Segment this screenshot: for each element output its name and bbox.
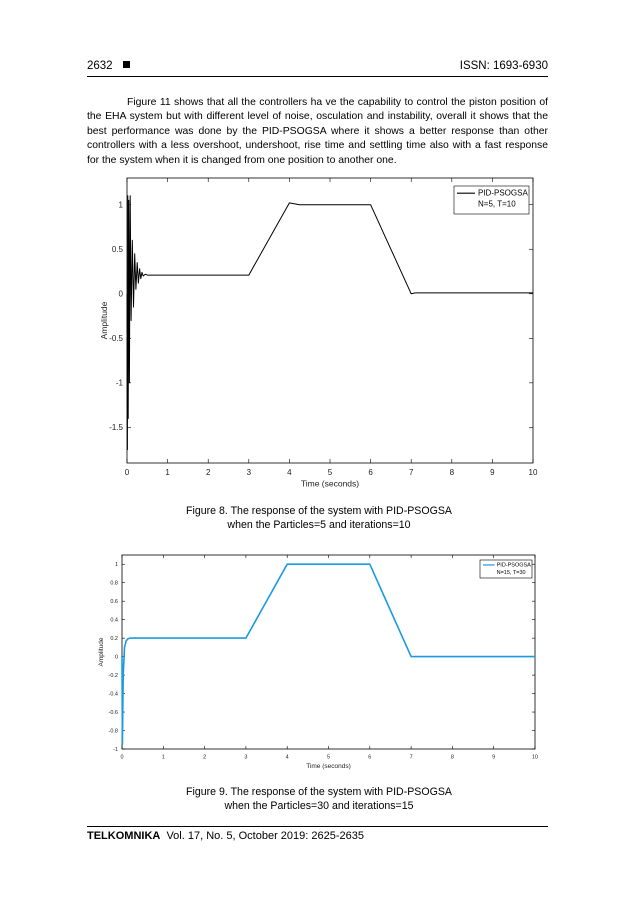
x-tick-label: 0 bbox=[120, 754, 124, 761]
x-tick-label: 3 bbox=[244, 754, 248, 761]
figure-8-caption bbox=[0, 505, 638, 532]
x-tick-label: 0 bbox=[124, 468, 130, 477]
y-tick-label: -0.8 bbox=[108, 728, 118, 735]
x-tick-label: 6 bbox=[368, 468, 373, 477]
x-tick-label: 3 bbox=[246, 468, 252, 477]
figure-8 bbox=[0, 175, 638, 497]
y-tick-label: 0 bbox=[114, 654, 118, 661]
legend-entry: PID-PSOGSA bbox=[478, 188, 528, 198]
header-rule bbox=[87, 76, 548, 77]
plot-frame bbox=[127, 178, 533, 463]
body-paragraph: Figure 11 shows that all the controllers ha ve the capability to control the piston position of the EHA system but with different level of noise, osculation and instability, overall it shows that the best performance was done by the PID-PSOGSA where it shows a better response than other controllers with a less overshoot, undershoot, rise time and settling time also with a fast response for the system when it is changed from one position to another one. bbox=[87, 97, 548, 166]
y-tick-label: -0.4 bbox=[108, 691, 118, 698]
page-number bbox=[87, 60, 130, 72]
y-tick-label: 0.6 bbox=[110, 599, 118, 606]
footer-rule bbox=[87, 826, 548, 827]
y-tick-label: -1 bbox=[113, 746, 118, 753]
x-tick-label: 9 bbox=[490, 468, 495, 477]
plot-frame bbox=[122, 555, 535, 749]
figure-9-caption-line2: when the Particles=30 and iterations=15 bbox=[224, 799, 414, 812]
x-tick-label: 9 bbox=[492, 754, 496, 761]
square-bullet-icon bbox=[123, 61, 130, 68]
x-tick-label: 7 bbox=[409, 754, 413, 761]
y-tick-label: 1 bbox=[118, 200, 123, 210]
y-tick-label: -1.5 bbox=[109, 423, 123, 433]
y-axis-label: Amplitude bbox=[98, 637, 105, 667]
page-number-text: 2632 bbox=[87, 60, 113, 72]
y-tick-label: 0.8 bbox=[110, 580, 118, 587]
x-tick-label: 10 bbox=[528, 468, 538, 477]
x-tick-label: 2 bbox=[205, 468, 211, 477]
legend-entry: N=15, T=30 bbox=[496, 570, 526, 577]
y-tick-label: 0.5 bbox=[111, 245, 123, 255]
x-tick-label: 8 bbox=[449, 468, 455, 477]
x-axis-label: Time (seconds) bbox=[306, 763, 351, 770]
journal-name: TELKOMNIKA bbox=[87, 830, 161, 842]
y-tick-label: -0.5 bbox=[109, 334, 123, 344]
x-tick-label: 5 bbox=[327, 468, 333, 477]
legend-entry: PID-PSOGSA bbox=[496, 562, 531, 569]
y-tick-label: 1 bbox=[114, 562, 118, 569]
x-tick-label: 4 bbox=[287, 468, 292, 477]
y-tick-label: 0 bbox=[118, 289, 123, 299]
x-tick-label: 1 bbox=[165, 468, 170, 477]
x-tick-label: 7 bbox=[408, 468, 414, 477]
figure-8-caption-line1: Figure 8. The response of the system with PID-PSOGSA bbox=[186, 505, 452, 517]
y-tick-label: -1 bbox=[115, 378, 123, 388]
x-tick-label: 4 bbox=[285, 754, 289, 761]
y-tick-label: -0.2 bbox=[108, 673, 118, 680]
x-tick-label: 5 bbox=[326, 754, 331, 761]
figure-9 bbox=[0, 552, 638, 777]
x-tick-label: 1 bbox=[161, 754, 165, 761]
y-tick-label: -0.6 bbox=[108, 709, 118, 716]
y-tick-label: 0.4 bbox=[110, 617, 118, 624]
x-tick-label: 2 bbox=[203, 754, 207, 761]
figure-8-caption-line2: when the Particles=5 and iterations=10 bbox=[227, 518, 411, 531]
x-axis-label: Time (seconds) bbox=[300, 478, 360, 489]
figure-9-caption-line1: Figure 9. The response of the system with PID-PSOGSA bbox=[186, 786, 452, 798]
legend-entry: N=5, T=10 bbox=[478, 199, 516, 209]
page-footer bbox=[87, 830, 364, 842]
journal-details: Vol. 17, No. 5, October 2019: 2625-2635 bbox=[166, 830, 364, 842]
figure-9-caption bbox=[0, 786, 638, 813]
x-tick-label: 8 bbox=[450, 754, 454, 761]
issn: ISSN: 1693-6930 bbox=[459, 60, 548, 72]
y-axis-label: Amplitude bbox=[99, 301, 109, 340]
y-tick-label: 0.2 bbox=[110, 636, 118, 643]
x-tick-label: 6 bbox=[368, 754, 372, 761]
x-tick-label: 10 bbox=[531, 754, 539, 761]
figure-9-chart bbox=[0, 552, 638, 777]
figure-8-chart bbox=[0, 175, 638, 497]
